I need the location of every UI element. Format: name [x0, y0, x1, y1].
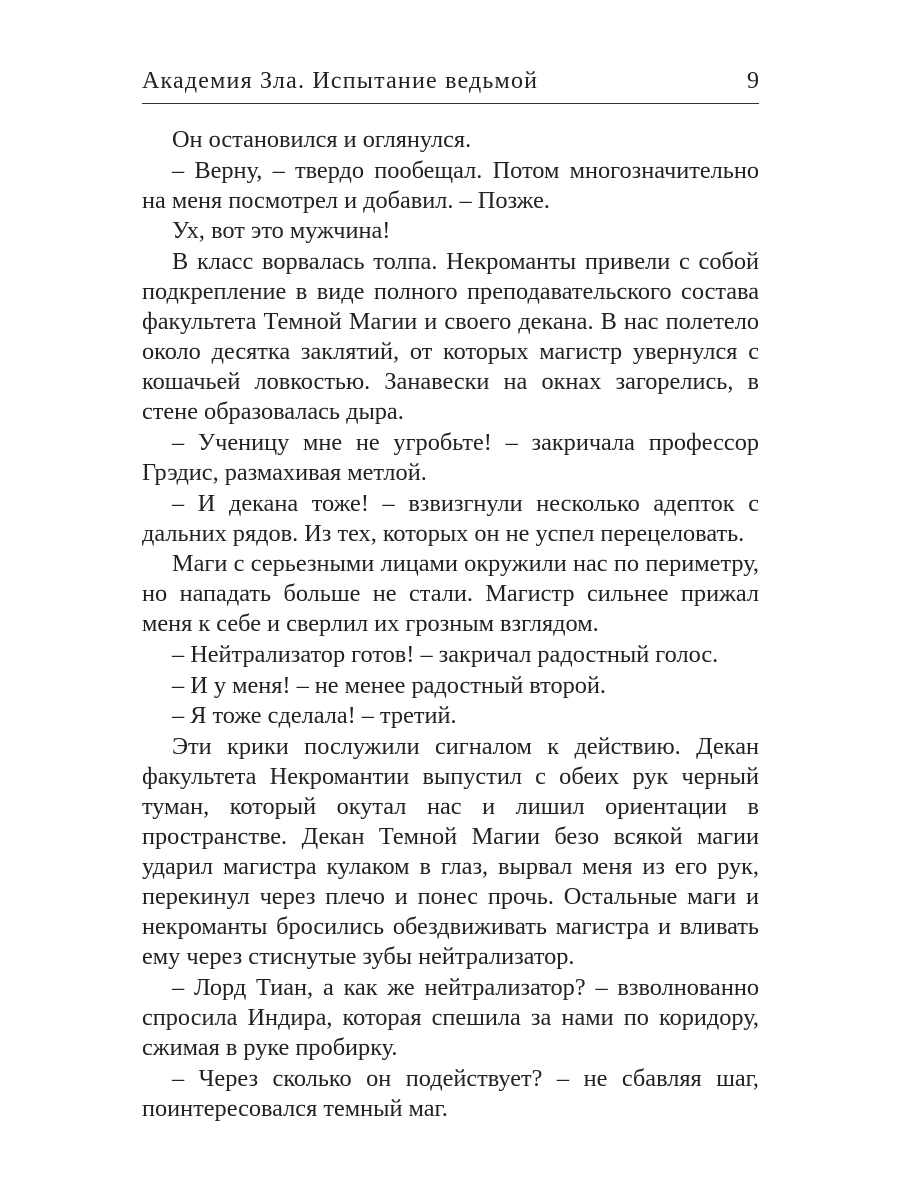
running-head	[142, 66, 759, 102]
paragraph: В класс ворвалась толпа. Некроманты привели с собой подкрепление в виде полного преподавательского состава факультета Темной Магии и своего декана. В нас полетело около десятка заклятий, от которых магистр увернулся с кошачьей ловкостью. Занавески на окнах загорелись, в стене образовалась дыра.	[142, 247, 759, 426]
paragraph: – Ученицу мне не угробьте! – закричала профессор Грэдис, размахивая метлой.	[142, 428, 759, 486]
paragraph: – Верну, – твердо пообещал. Потом многозначительно на меня посмотрел и добавил. – Позже.	[142, 156, 759, 214]
header-rule	[142, 103, 759, 104]
paragraph: – Я тоже сделала! – третий.	[172, 702, 457, 730]
paragraph: – Нейтрализатор готов! – закричал радостный голос.	[172, 640, 719, 668]
paragraph: Он остановился и оглянулся.	[172, 126, 472, 153]
body-text	[142, 125, 759, 1124]
book-title: Академия Зла. Испытание ведьмой	[142, 68, 539, 94]
paragraph: – Лорд Тиан, а как же нейтрализатор? – взволнованно спросила Индира, которая спешила за нами по коридору, сжимая в руке пробирку.	[142, 973, 759, 1061]
page-number: 9	[747, 68, 759, 94]
paragraph: Эти крики послужили сигналом к действию. Декан факультета Некромантии выпустил с обеих рук черный туман, который окутал нас и лишил ориентации в пространстве. Декан Темной Магии безо всякой магии ударил магистра кулаком в глаз, вырвал меня из его рук, перекинул через плечо и понес прочь. Остальные маги и некроманты бросились обездвиживать магистра и вливать ему через стиснутые зубы нейтрализатор.	[142, 732, 759, 971]
paragraph: Маги с серьезными лицами окружили нас по периметру, но нападать больше не стали. Магистр сильнее прижал меня к себе и сверлил их грозным взглядом.	[142, 550, 759, 638]
paragraph: – Через сколько он подействует? – не сбавляя шаг, поинтересовался темный маг.	[142, 1064, 759, 1122]
paragraph: – И декана тоже! – взвизгнули несколько адепток с дальних рядов. Из тех, которых он не успел перецеловать.	[142, 489, 759, 547]
paragraph: – И у меня! – не менее радостный второй.	[172, 671, 606, 699]
paragraph: Ух, вот это мужчина!	[172, 217, 391, 245]
